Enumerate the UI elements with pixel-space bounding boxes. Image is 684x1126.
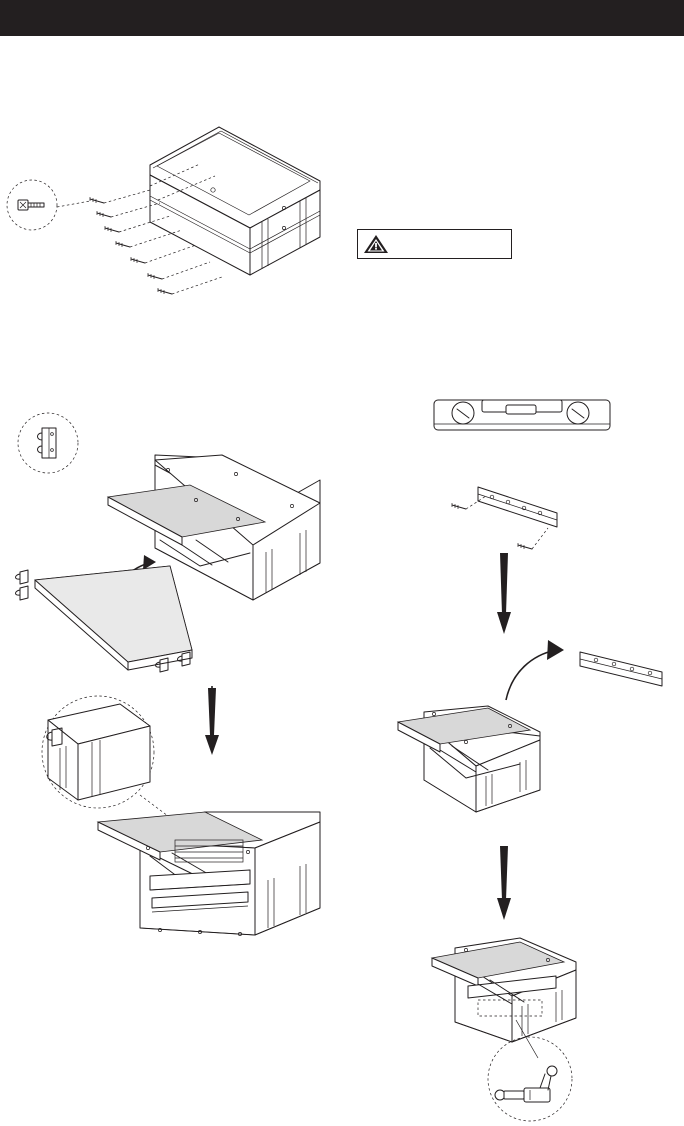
curved-arrow-icon-step5 xyxy=(506,640,564,700)
step1-screws-group xyxy=(7,164,222,294)
step5-rail xyxy=(580,652,662,686)
step2-bracket-callout xyxy=(18,413,78,473)
shelf-clip-icon-right2 xyxy=(178,652,191,666)
shelf-clip-icon-left2 xyxy=(16,586,29,600)
arrow-down-icon-right-1 xyxy=(497,553,511,634)
warning-box xyxy=(357,229,512,259)
warning-triangle-icon xyxy=(363,233,389,255)
step3-cabinet-assembled xyxy=(98,812,320,936)
step6-cabinet xyxy=(432,938,576,1058)
gas-strut-icon xyxy=(495,1066,557,1102)
rail-screw-2 xyxy=(518,528,548,549)
spirit-level-icon xyxy=(434,400,610,430)
step2-cabinet-open xyxy=(108,455,320,600)
screw-icon xyxy=(18,200,44,210)
step3-clip-detail xyxy=(42,696,176,822)
rail-screw-1 xyxy=(452,496,486,509)
shelf-clip-icon-right xyxy=(156,658,169,672)
header-title xyxy=(0,0,684,10)
step5-cabinet xyxy=(398,706,540,812)
shelf-panel xyxy=(16,566,193,672)
header-bar xyxy=(0,0,684,36)
arrow-down-icon-left xyxy=(205,686,219,755)
arrow-down-icon-right-2 xyxy=(497,846,511,920)
shelf-clip-icon-left xyxy=(16,570,29,584)
curved-arrow-icon-step2 xyxy=(118,555,156,585)
bracket-icon xyxy=(38,428,57,458)
step4-rail-and-screws xyxy=(452,487,557,549)
step1-cabinet-group xyxy=(150,127,320,275)
step6-gas-strut-detail xyxy=(488,1037,572,1121)
